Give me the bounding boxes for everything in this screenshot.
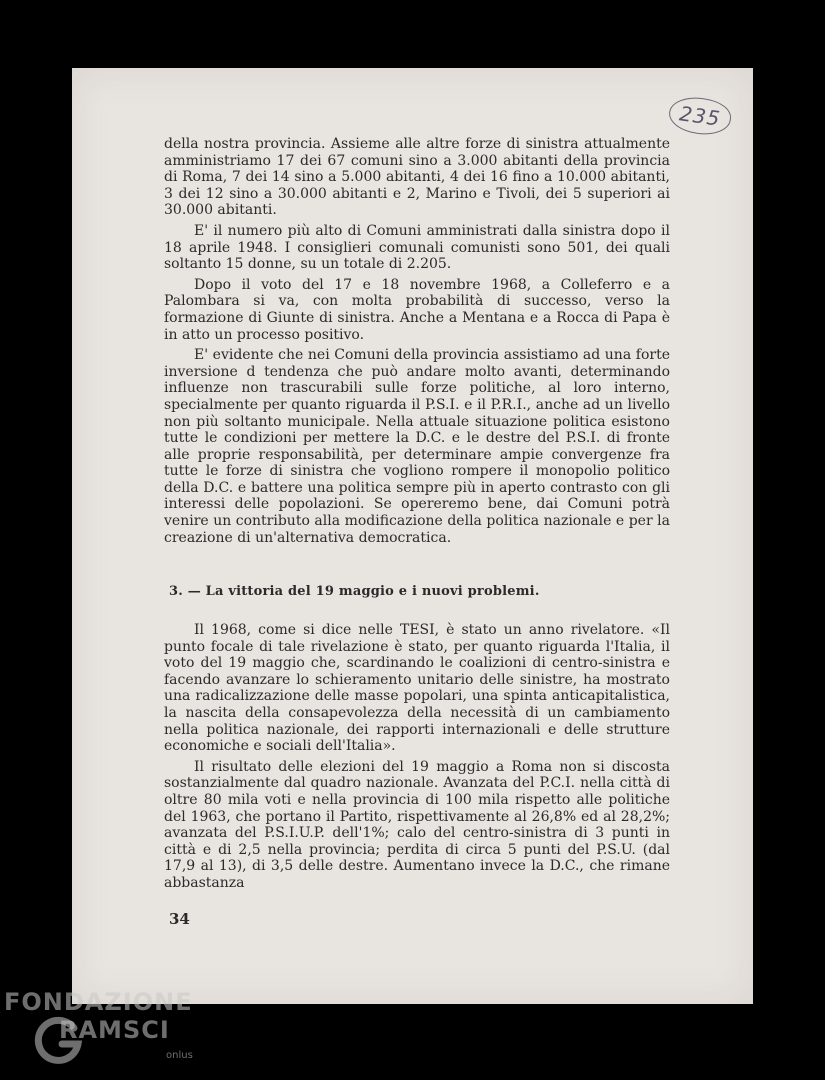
paragraph: Il risultato delle elezioni del 19 maggio a Roma non si discosta sostanzialmente dal quadro nazionale. Avanzata del P.C.I. nella città di oltre 80 mila voti e nella provincia di 100 mila rispetto alle politiche del 1963, che portano il Partito, rispettivamente al 26,8% ed al 28,2%; avanzata del P.S.I.U.P. dell'1%; calo del centro-sinistra di 3 punti in città e di 2,5 nella provincia; perdita di circa 5 punti del P.S.U. (dal 17,9 al 13), di 3,5 delle destre. Aumentano invece la D.C., che rimane abbastanza [164, 758, 670, 891]
document-page [72, 68, 753, 1004]
page-number: 34 [169, 910, 190, 928]
watermark-line2: RAMSCI [59, 1016, 170, 1044]
paragraph: della nostra provincia. Assieme alle altre forze di sinistra attualmente amministriamo 17 dei 67 comuni sino a 3.000 abitanti della provincia di Roma, 7 dei 14 sino a 5.000 abitanti, 4 dei 16 fino a 10.000 abitanti, 3 dei 12 sino a 30.000 abitanti e 2, Marino e Tivoli, dei 5 superiori ai 30.000 abitanti. [164, 136, 670, 219]
watermark-line3: onlus [166, 1050, 193, 1061]
foundation-watermark [4, 988, 204, 1078]
paragraph: Il 1968, come si dice nelle TESI, è stato un anno rivelatore. «Il punto focale di tale rivelazione è stato, per quanto riguarda l'Italia, il voto del 19 maggio che, scardinando le coalizioni di centro-sinistra e facendo avanzare lo schieramento unitario delle sinistre, ha mostrato una radicalizzazione delle masse popolari, una spinta anticapitalistica, la nascita della consapevolezza della necessità di un cambiamento nella politica nazionale, dei rapporti internazionali e delle strutture economiche e sociali dell'Italia». [164, 622, 670, 755]
bottom-text-block [164, 622, 670, 896]
paragraph: E' il numero più alto di Comuni amministrati dalla sinistra dopo il 18 aprile 1948. I consiglieri comunali comunisti sono 501, dei quali soltanto 15 donne, su un totale di 2.205. [164, 222, 670, 273]
section-heading: 3. — La vittoria del 19 maggio e i nuovi problemi. [169, 584, 540, 599]
paragraph: E' evidente che nei Comuni della provincia assistiamo ad una forte inversione d tendenza che può andare molto avanti, determinando influenze non trascurabili sulle forze politiche, al loro interno, specialmente per quanto riguarda il P.S.I. e il P.R.I., anche ad un livello non più soltanto municipale. Nella attuale situazione politica esistono tutte le condizioni per mettere la D.C. e le destre del P.S.I. di fronte alle proprie responsabilità, per determinare ampie convergenze fra tutte le forze di sinistra che vogliono rompere il monopolio politico della D.C. e battere una politica sempre più in aperto contrasto con gli interessi delle popolazioni. Se opereremo bene, dai Comuni potrà venire un contributo alla modificazione della politica nazionale e per la creazione di un'alternativa democratica. [164, 347, 670, 546]
paragraph: Dopo il voto del 17 e 18 novembre 1968, a Colleferro e a Palombara si va, con molta probabilità di successo, verso la formazione di Giunte di sinistra. Anche a Mentana e a Rocca di Papa è in atto un processo positivo. [164, 276, 670, 343]
top-text-block [164, 136, 670, 550]
handwritten-page-annotation: 235 [667, 94, 733, 138]
watermark-line1: FONDAZIONE [4, 988, 193, 1016]
